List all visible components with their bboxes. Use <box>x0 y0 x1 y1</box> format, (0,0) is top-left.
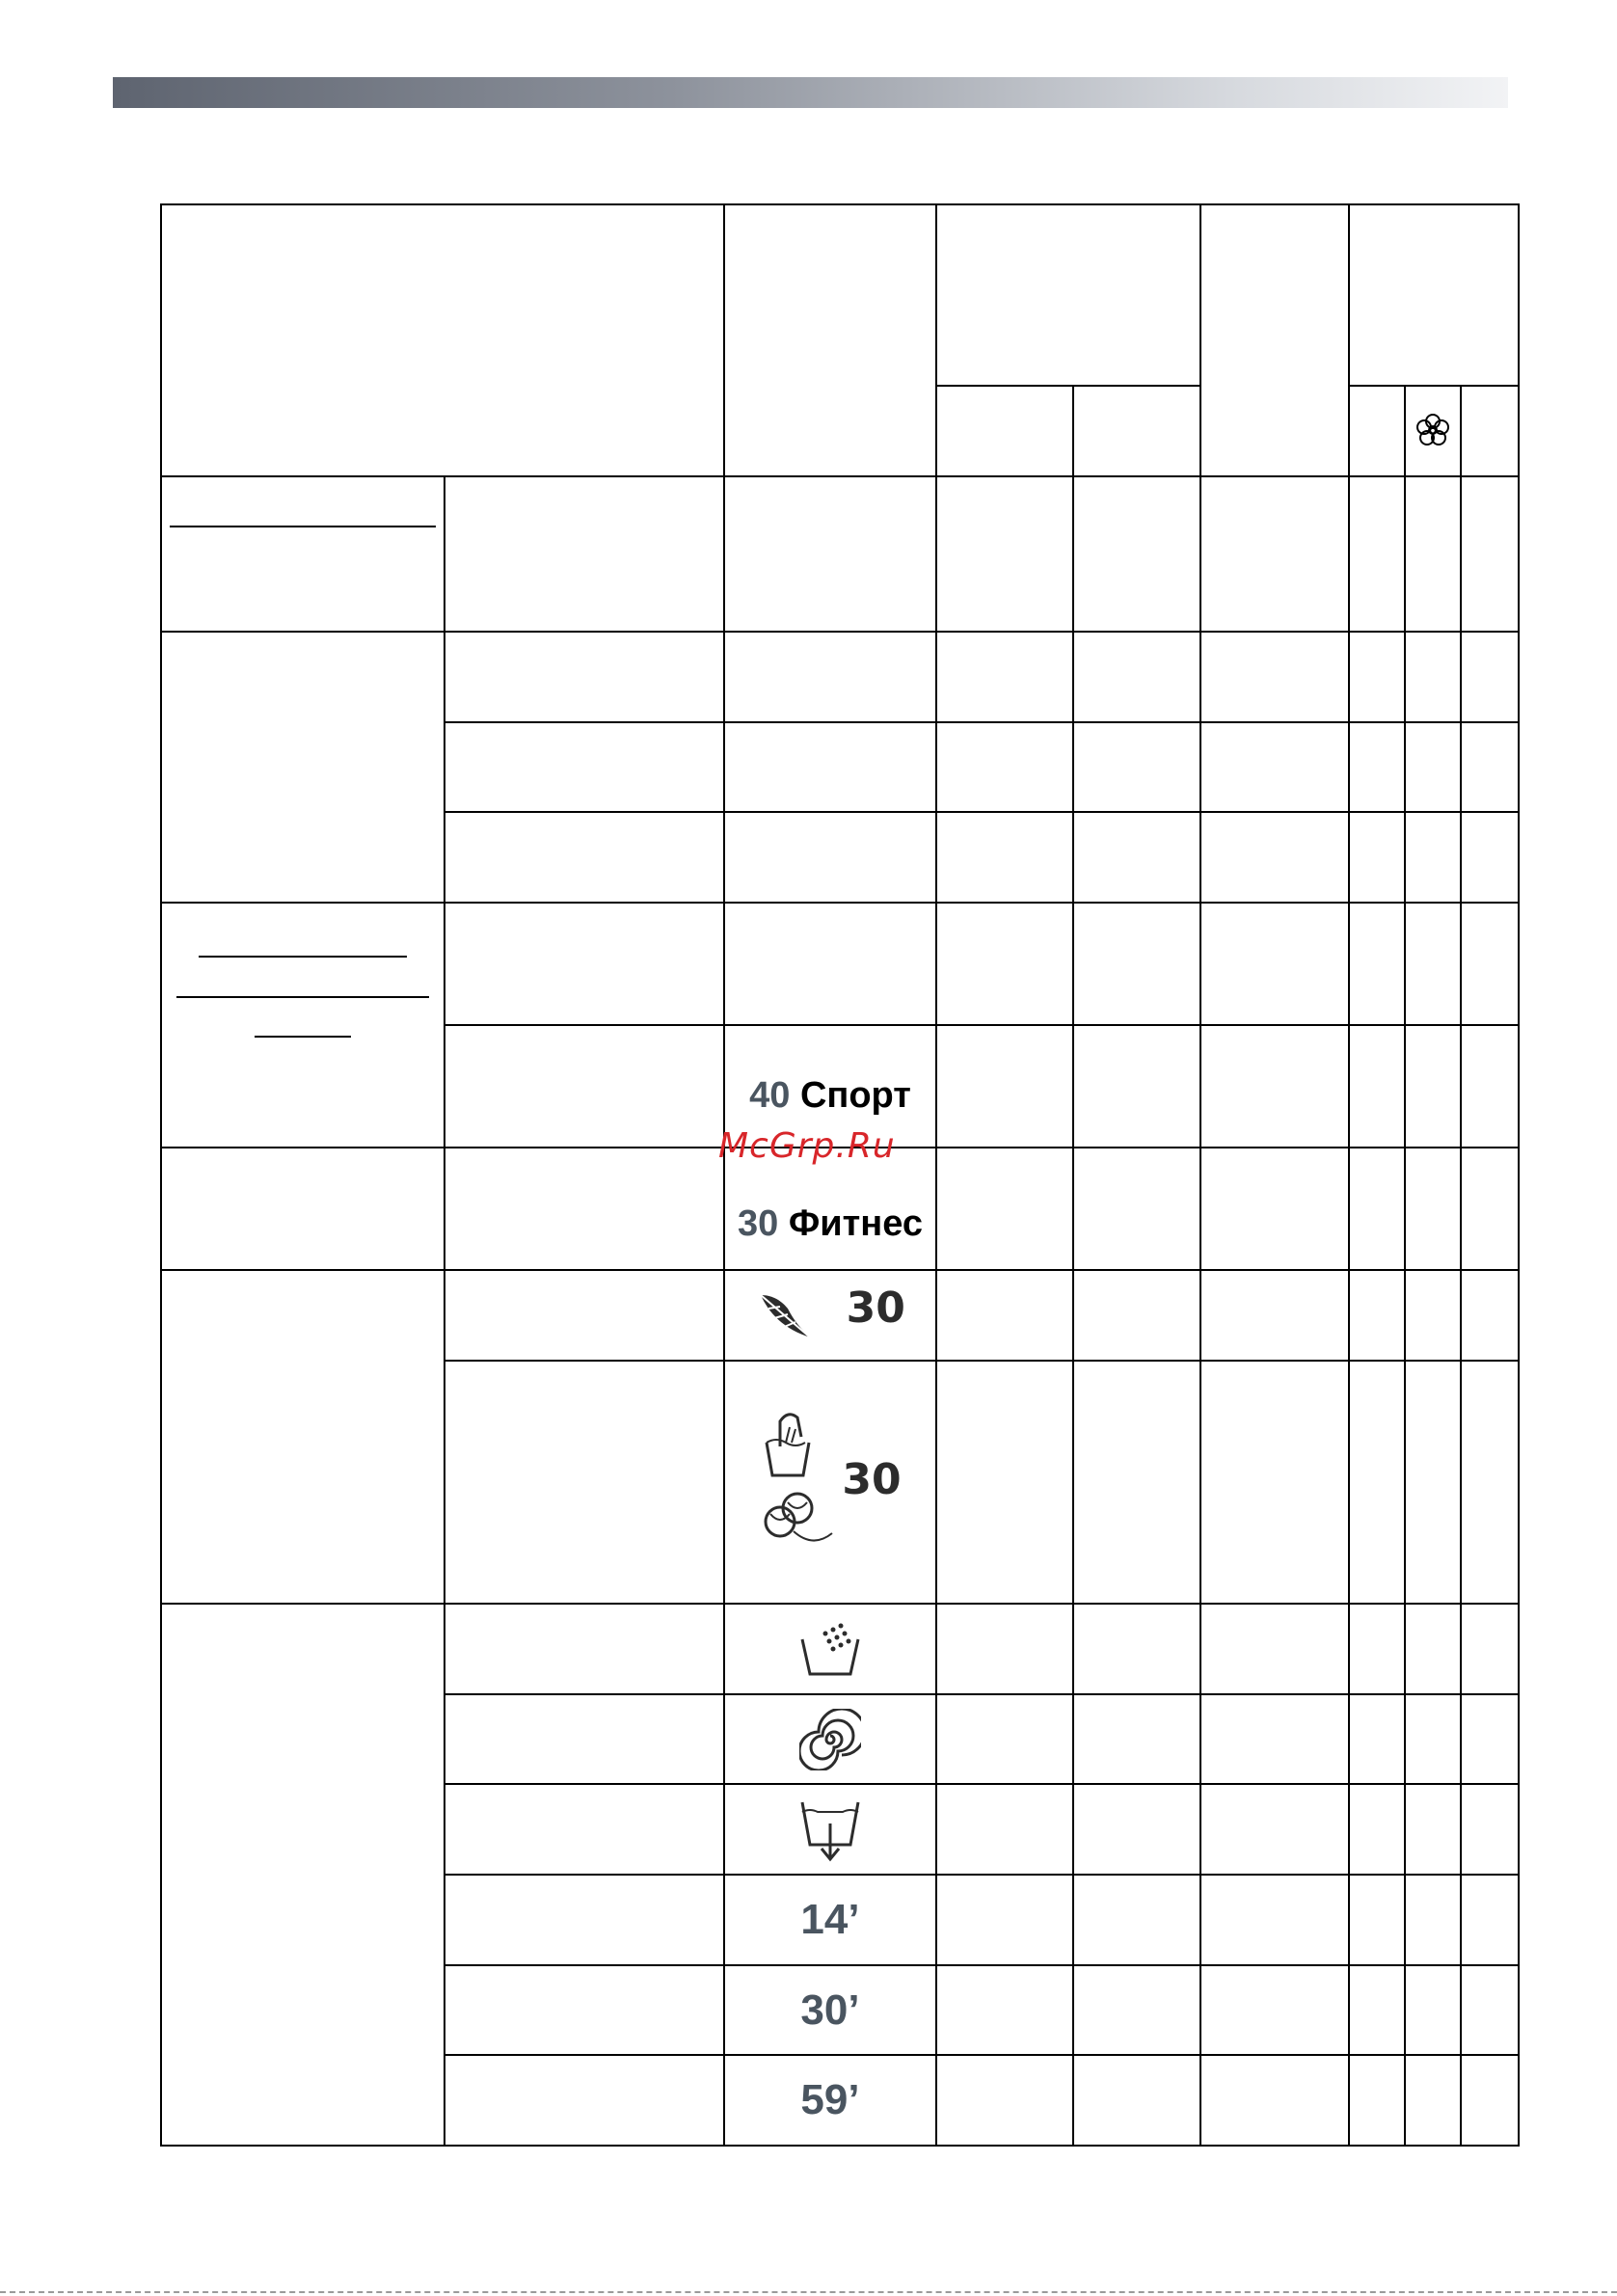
symbol-cell <box>724 722 936 812</box>
cell <box>1200 1361 1349 1604</box>
cell <box>1461 1965 1519 2055</box>
symbol-cell-spin <box>724 1694 936 1784</box>
cell <box>1349 1025 1405 1148</box>
cell <box>1200 476 1349 632</box>
program-cell <box>445 632 724 722</box>
cell <box>1073 1148 1200 1270</box>
cell <box>1461 1148 1519 1270</box>
cell <box>1073 812 1200 903</box>
fitness-program-label <box>738 1203 923 1244</box>
header-option-2 <box>1405 386 1461 476</box>
header-gradient-bar <box>113 77 1508 108</box>
program-cell <box>445 812 724 903</box>
group-1-name <box>161 476 445 632</box>
cell <box>1461 1604 1519 1694</box>
cell <box>1200 1270 1349 1361</box>
cell <box>1349 1148 1405 1270</box>
program-cell <box>445 1694 724 1784</box>
symbol-cell-14 <box>724 1875 936 1965</box>
cell <box>1200 1965 1349 2055</box>
symbol-cell <box>724 476 936 632</box>
cell <box>1349 476 1405 632</box>
hand-wash-wool-icon <box>759 1408 836 1553</box>
cell <box>1461 1361 1519 1604</box>
cell <box>1349 1604 1405 1694</box>
group-2-name <box>161 632 445 903</box>
cell <box>1073 1604 1200 1694</box>
spin-icon <box>799 1709 861 1770</box>
symbol-cell <box>724 632 936 722</box>
cell <box>1073 2055 1200 2146</box>
program-cell <box>445 1965 724 2055</box>
cell <box>936 1148 1073 1270</box>
group-4-name <box>161 1148 445 1270</box>
cell <box>1405 2055 1461 2146</box>
sport-program-label <box>749 1075 911 1116</box>
cell <box>1349 722 1405 812</box>
cell <box>1073 632 1200 722</box>
symbol-cell-delicate <box>724 1270 936 1361</box>
cell <box>1349 812 1405 903</box>
program-cell <box>445 722 724 812</box>
cell <box>1073 1025 1200 1148</box>
cell <box>1073 903 1200 1025</box>
group-6-name <box>161 1604 445 2146</box>
cell <box>936 1694 1073 1784</box>
cell <box>1405 903 1461 1025</box>
drain-icon <box>796 1795 864 1864</box>
header-column-cell <box>1200 204 1349 476</box>
cell <box>1073 1361 1200 1604</box>
programs-table <box>160 203 1520 2147</box>
cell <box>1349 1361 1405 1604</box>
symbol-cell <box>724 903 936 1025</box>
cell <box>1461 812 1519 903</box>
program-cell <box>445 1361 724 1604</box>
cell <box>1073 1270 1200 1361</box>
cell <box>1073 1784 1200 1875</box>
program-cell <box>445 1604 724 1694</box>
cell <box>1405 1270 1461 1361</box>
program-cell <box>445 1270 724 1361</box>
cell <box>1405 1875 1461 1965</box>
cell <box>1349 1694 1405 1784</box>
cell <box>1073 722 1200 812</box>
cell <box>1073 1694 1200 1784</box>
handwash-temp: 30 <box>842 1454 902 1504</box>
header-group-cell <box>936 204 1200 386</box>
cell <box>1200 722 1349 812</box>
group-5-name <box>161 1270 445 1604</box>
cell <box>1349 1270 1405 1361</box>
program-cell <box>445 1025 724 1148</box>
cell <box>936 1361 1073 1604</box>
cell <box>1200 903 1349 1025</box>
symbol-cell-59 <box>724 2055 936 2146</box>
flower-icon <box>1412 410 1454 452</box>
time-14-label: 14’ <box>800 1896 860 1943</box>
watermark-text: McGrp.Ru <box>718 1126 896 1166</box>
cell <box>1405 812 1461 903</box>
cell <box>1405 632 1461 722</box>
fitness-word: Фитнес <box>788 1203 923 1244</box>
cell <box>1200 1148 1349 1270</box>
cell <box>1200 2055 1349 2146</box>
cell <box>936 1875 1073 1965</box>
delicate-temp: 30 <box>846 1283 905 1333</box>
cell <box>1461 1694 1519 1784</box>
programs-table-wrap <box>160 203 1520 2147</box>
cell <box>1405 722 1461 812</box>
symbol-cell-handwash <box>724 1361 936 1604</box>
cell <box>1349 903 1405 1025</box>
underline <box>170 526 436 527</box>
program-cell <box>445 2055 724 2146</box>
header-sub-cell-1 <box>936 386 1073 476</box>
cell <box>1200 1784 1349 1875</box>
cell <box>1200 812 1349 903</box>
symbol-cell-drain <box>724 1784 936 1875</box>
time-59-label: 59’ <box>800 2076 860 2123</box>
cell <box>1405 1025 1461 1148</box>
bottom-dashed-rule <box>0 2291 1617 2293</box>
cell <box>1405 1604 1461 1694</box>
cell <box>1349 2055 1405 2146</box>
rinse-icon <box>796 1618 864 1680</box>
cell <box>1461 1270 1519 1361</box>
cell <box>1405 1148 1461 1270</box>
cell <box>1405 476 1461 632</box>
program-cell <box>445 1784 724 1875</box>
cell <box>1073 1965 1200 2055</box>
symbol-cell-fitness <box>724 1148 936 1270</box>
cell <box>936 1025 1073 1148</box>
cell <box>1073 1875 1200 1965</box>
cell <box>936 722 1073 812</box>
cell <box>936 476 1073 632</box>
symbol-cell <box>724 812 936 903</box>
cell <box>1405 1361 1461 1604</box>
cell <box>1349 1965 1405 2055</box>
time-30-label: 30’ <box>800 1985 860 2034</box>
cell <box>1349 1784 1405 1875</box>
sport-num: 40 <box>749 1075 791 1116</box>
program-cell <box>445 1148 724 1270</box>
cell <box>936 2055 1073 2146</box>
cell <box>1461 476 1519 632</box>
cell <box>1461 632 1519 722</box>
sport-word: Спорт <box>799 1075 911 1116</box>
cell <box>1349 632 1405 722</box>
group-3-name <box>161 903 445 1148</box>
program-cell <box>445 903 724 1025</box>
cell <box>1461 1025 1519 1148</box>
cell <box>1461 2055 1519 2146</box>
header-option-1 <box>1349 386 1405 476</box>
cell <box>1405 1784 1461 1875</box>
cell <box>936 1270 1073 1361</box>
header-symbol-cell <box>724 204 936 476</box>
cell <box>936 1784 1073 1875</box>
cell <box>1405 1965 1461 2055</box>
header-program-cell <box>161 204 724 476</box>
cell <box>1461 1875 1519 1965</box>
symbol-cell-rinse <box>724 1604 936 1694</box>
cell <box>1200 1875 1349 1965</box>
cell <box>1349 1875 1405 1965</box>
cell <box>1461 1784 1519 1875</box>
program-cell <box>445 1875 724 1965</box>
program-cell <box>445 476 724 632</box>
feather-icon <box>755 1291 842 1343</box>
cell <box>1200 1025 1349 1148</box>
symbol-cell-30 <box>724 1965 936 2055</box>
cell <box>936 812 1073 903</box>
cell <box>1073 476 1200 632</box>
cell <box>1200 1694 1349 1784</box>
cell <box>1461 722 1519 812</box>
header-sub-cell-2 <box>1073 386 1200 476</box>
header-option-3 <box>1461 386 1519 476</box>
cell <box>1200 632 1349 722</box>
cell <box>936 1604 1073 1694</box>
fitness-num: 30 <box>738 1203 779 1244</box>
cell <box>1200 1604 1349 1694</box>
cell <box>936 632 1073 722</box>
header-options-cell <box>1349 204 1519 386</box>
cell <box>1461 903 1519 1025</box>
cell <box>936 1965 1073 2055</box>
underline <box>255 1036 351 1038</box>
cell <box>1405 1694 1461 1784</box>
cell <box>936 903 1073 1025</box>
